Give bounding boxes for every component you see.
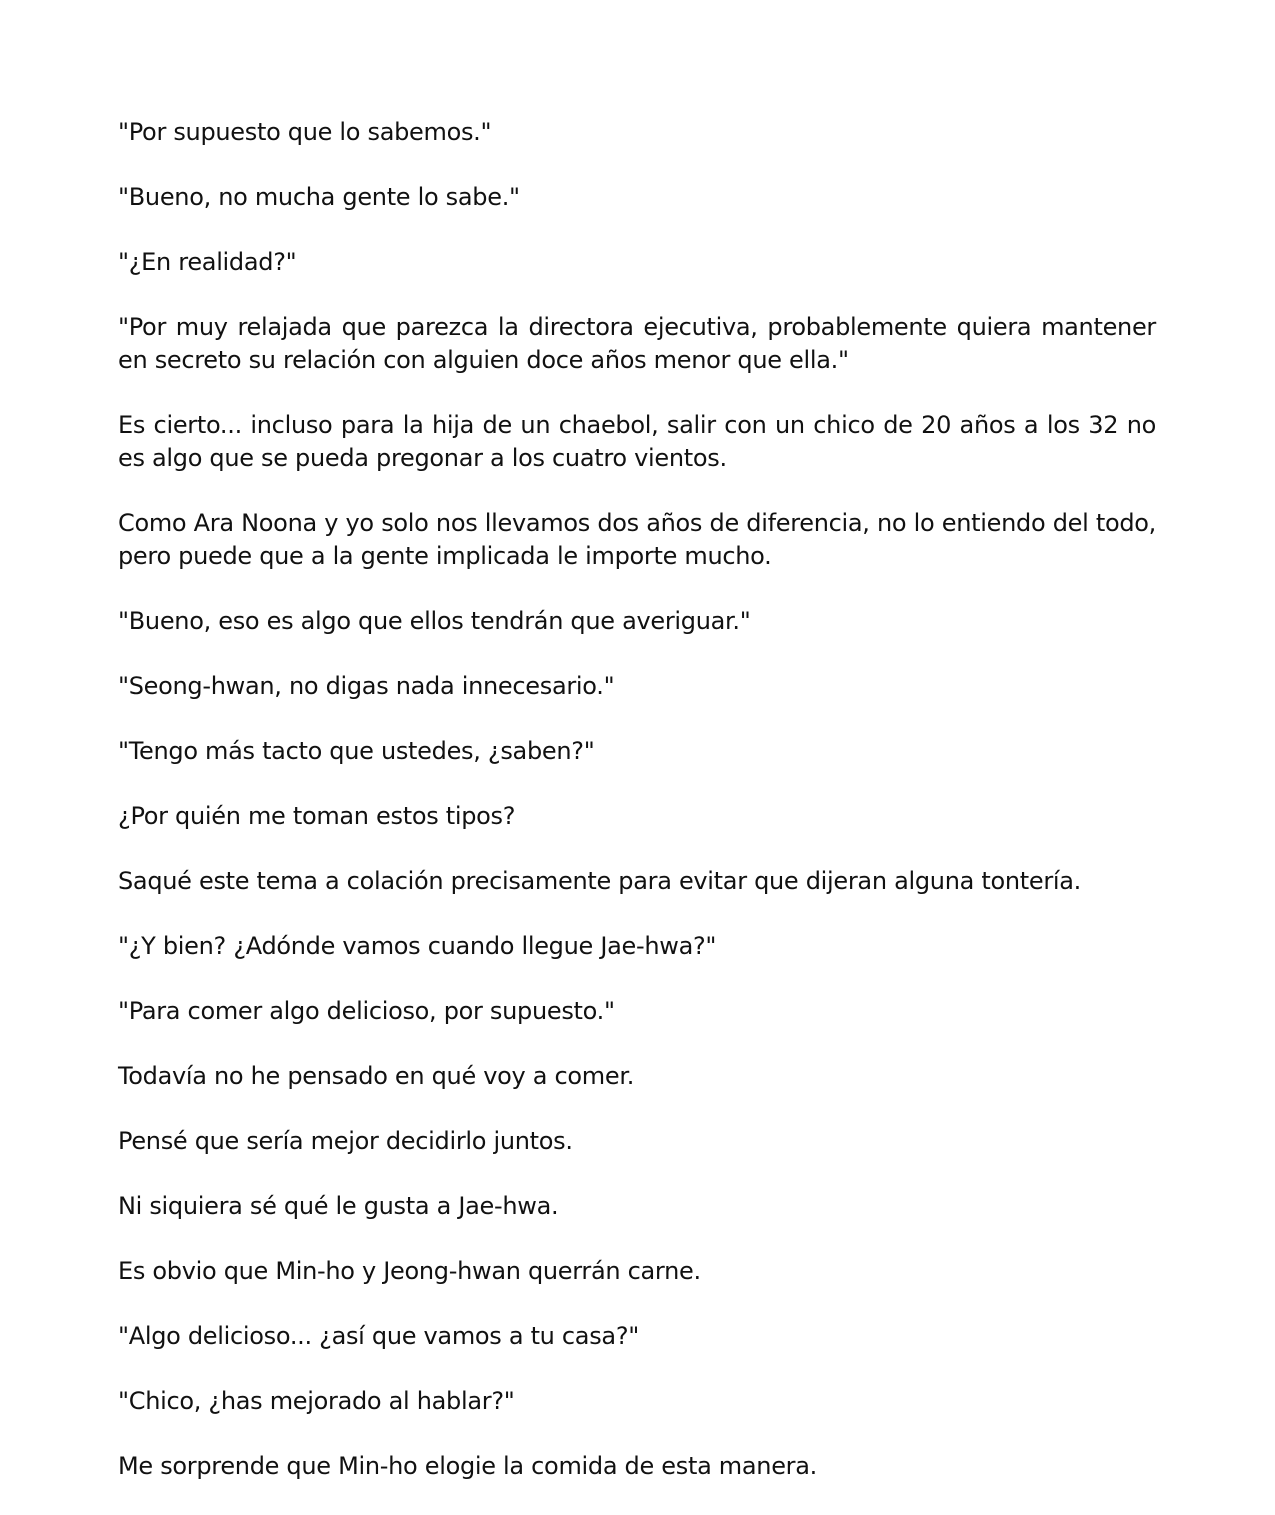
- paragraph: "Tengo más tacto que ustedes, ¿saben?": [118, 737, 595, 765]
- paragraph: "Bueno, eso es algo que ellos tendrán que averiguar.": [118, 607, 751, 635]
- paragraph: Me sorprende que Min-ho elogie la comida de esta manera.: [118, 1452, 817, 1480]
- paragraph: Es obvio que Min-ho y Jeong-hwan querrán carne.: [118, 1257, 701, 1285]
- paragraph: "Algo delicioso... ¿así que vamos a tu casa?": [118, 1322, 640, 1350]
- paragraph: Ni siquiera sé qué le gusta a Jae-hwa.: [118, 1192, 559, 1220]
- paragraph: "Bueno, no mucha gente lo sabe.": [118, 183, 520, 211]
- paragraph: "Por supuesto que lo sabemos.": [118, 118, 492, 146]
- paragraph: "Para comer algo delicioso, por supuesto.": [118, 997, 615, 1025]
- paragraph: Como Ara Noona y yo solo nos llevamos dos años de diferencia, no lo entiendo del todo, pero puede que a la gente implicada le importe mucho.: [118, 509, 1156, 570]
- document-body: [118, 116, 1156, 1483]
- paragraph: Saqué este tema a colación precisamente para evitar que dijeran alguna tontería.: [118, 867, 1082, 895]
- paragraph: "Chico, ¿has mejorado al hablar?": [118, 1387, 515, 1415]
- paragraph: Todavía no he pensado en qué voy a comer.: [118, 1062, 635, 1090]
- paragraph: "Por muy relajada que parezca la directora ejecutiva, probablemente quiera mantener en secreto su relación con alguien doce años menor que ella.": [118, 313, 1156, 374]
- paragraph: ¿Por quién me toman estos tipos?: [118, 802, 516, 830]
- paragraph: Es cierto... incluso para la hija de un chaebol, salir con un chico de 20 años a los 32 no es algo que se pueda pregonar a los cuatro vientos.: [118, 411, 1156, 472]
- paragraph: "¿Y bien? ¿Adónde vamos cuando llegue Jae-hwa?": [118, 932, 717, 960]
- paragraph: "¿En realidad?": [118, 248, 297, 276]
- paragraph: "Seong-hwan, no digas nada innecesario.": [118, 672, 615, 700]
- paragraph: Pensé que sería mejor decidirlo juntos.: [118, 1127, 573, 1155]
